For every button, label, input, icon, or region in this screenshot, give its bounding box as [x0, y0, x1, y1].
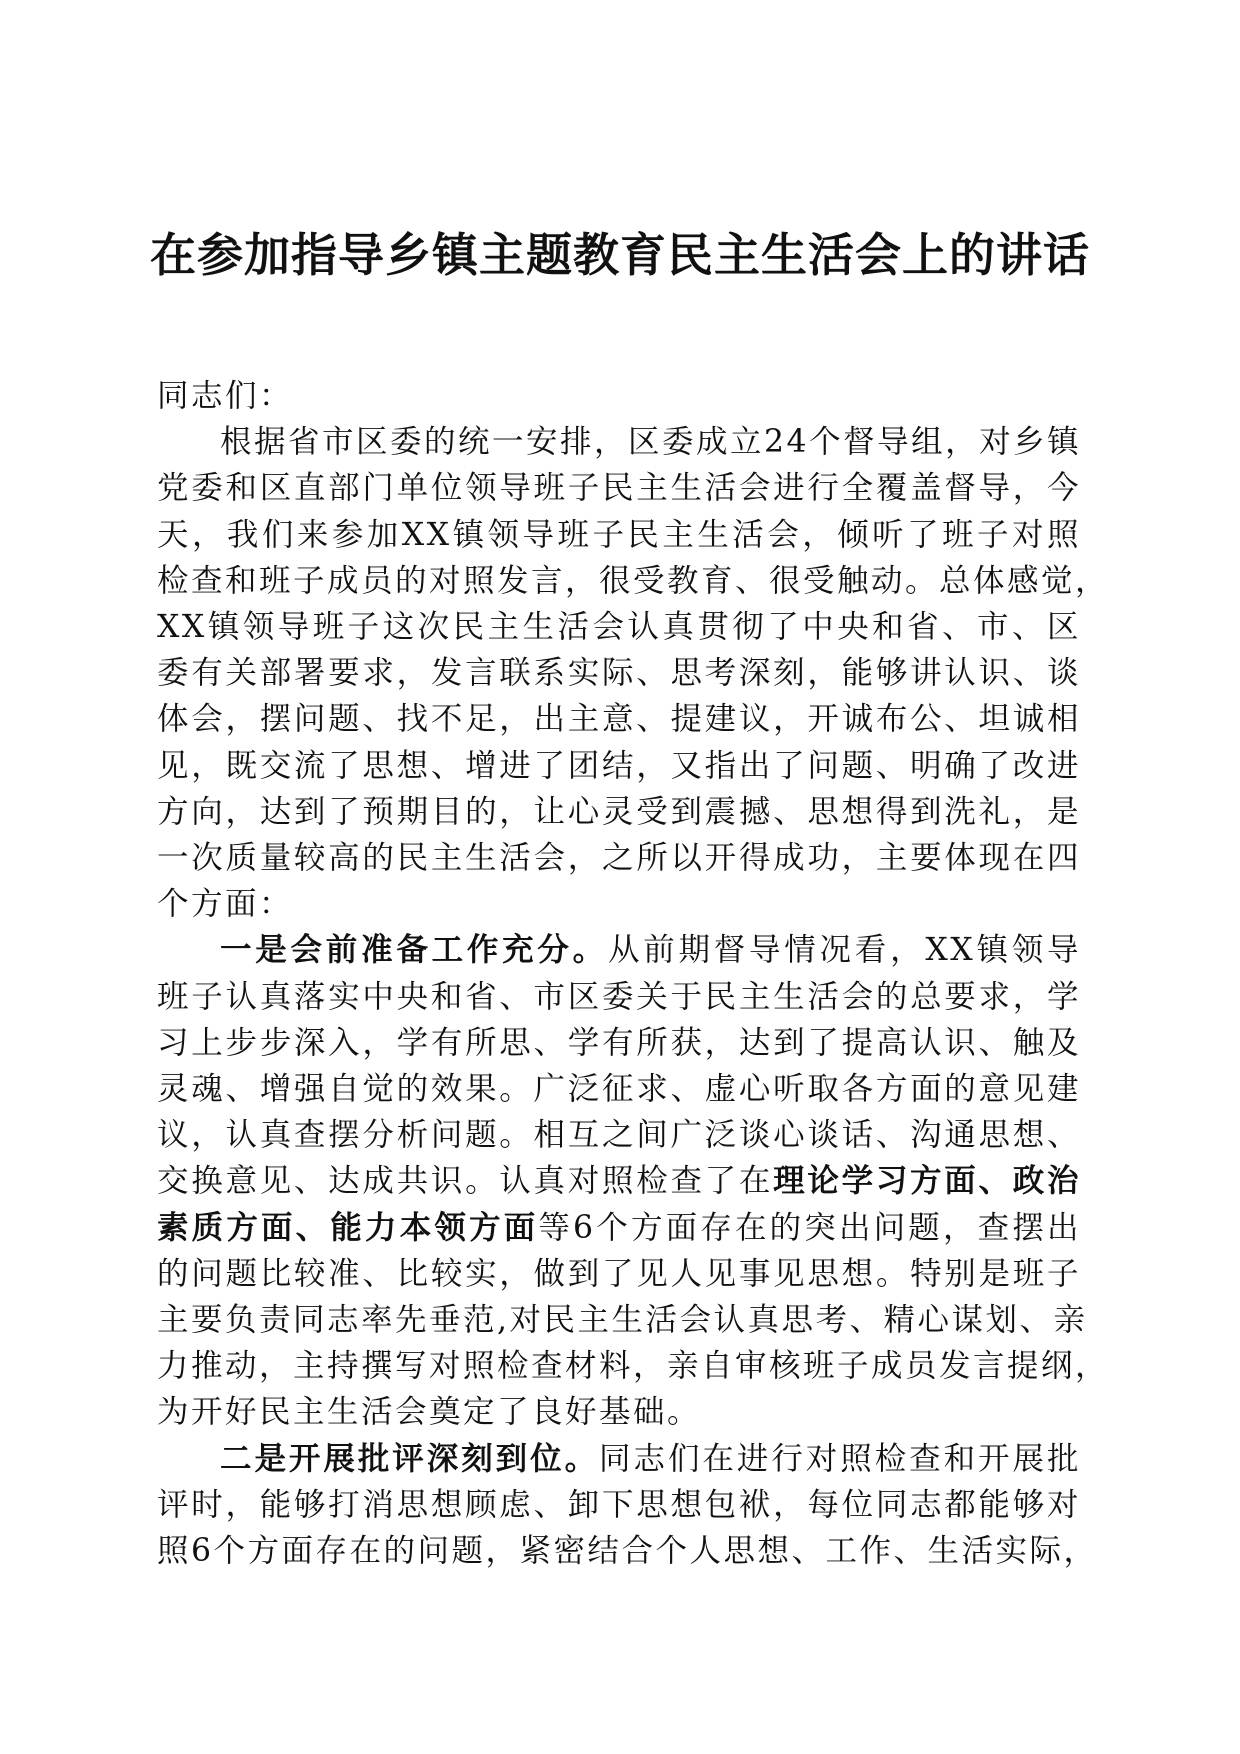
salutation — [157, 373, 1081, 419]
document-title: 在参加指导乡镇主题教育民主生活会上的讲话 — [150, 228, 1090, 282]
bold-phrase: 素质方面、能力本领方面 — [157, 1208, 539, 1246]
paragraph-point-two — [157, 1436, 1098, 1575]
text-line: 检查和班子成员的对照发言，很受教育、很受触动。总体感觉， — [157, 562, 1110, 599]
text-line: 一次质量较高的民主生活会，之所以开得成功，主要体现在四 — [157, 840, 1081, 877]
text-line: 党委和区直部门单位领导班子民主生活会进行全覆盖督导，今 — [157, 470, 1081, 507]
text-line: 议，认真查摆分析问题。相互之间广泛谈心谈话、沟通思想、 — [157, 1117, 1081, 1154]
text-line — [157, 927, 1081, 973]
point-one-heading: 一是会前准备工作充分。 — [220, 931, 608, 969]
salutation-text: 同志们： — [157, 378, 294, 414]
text-span: 等6个方面存在的突出问题，查摆出 — [538, 1209, 1081, 1246]
paragraph-point-one — [157, 927, 1110, 1435]
text-line: 个方面： — [157, 886, 294, 923]
text-line: 主要负责同志率先垂范,对民主生活会认真思考、精心谋划、亲 — [157, 1302, 1088, 1339]
text-line: 天，我们来参加XX镇领导班子民主生活会，倾听了班子对照 — [157, 516, 1081, 553]
text-span: 从前期督导情况看，XX镇领导 — [607, 932, 1081, 969]
text-line: 根据省市区委的统一安排，区委成立24个督导组，对乡镇 — [220, 424, 1082, 461]
text-line: 评时，能够打消思想顾虑、卸下思想包袱，每位同志都能够对 — [157, 1486, 1081, 1523]
document-body — [157, 373, 1110, 1574]
text-line: 照6个方面存在的问题，紧密结合个人思想、工作、生活实际， — [157, 1533, 1098, 1570]
text-line: 的问题比较准、比较实，做到了见人见事见思想。特别是班子 — [157, 1255, 1081, 1292]
text-line — [157, 1436, 1081, 1482]
text-line: 委有关部署要求，发言联系实际、思考深刻，能够讲认识、谈 — [157, 655, 1081, 692]
text-line: XX镇领导班子这次民主生活会认真贯彻了中央和省、市、区 — [157, 609, 1081, 646]
text-line: 灵魂、增强自觉的效果。广泛征求、虚心听取各方面的意见建 — [157, 1071, 1081, 1108]
text-line: 体会，摆问题、找不足，出主意、提建议，开诚布公、坦诚相 — [157, 701, 1081, 738]
text-line — [157, 1205, 1081, 1251]
bold-phrase: 理论学习方面、政治 — [773, 1162, 1081, 1200]
text-line — [157, 1158, 1081, 1204]
text-span: 交换意见、达成共识。认真对照检查了在 — [157, 1163, 774, 1200]
point-two-heading: 二是开展批评深刻到位。 — [220, 1439, 600, 1477]
text-line: 习上步步深入，学有所思、学有所获，达到了提高认识、触及 — [157, 1024, 1081, 1061]
text-line: 见，既交流了思想、增进了团结，又指出了问题、明确了改进 — [157, 747, 1081, 784]
text-line: 为开好民主生活会奠定了良好基础。 — [157, 1394, 702, 1431]
text-line: 方向，达到了预期目的，让心灵受到震撼、思想得到洗礼，是 — [157, 793, 1081, 830]
text-span: 同志们在进行对照检查和开展批 — [599, 1440, 1081, 1477]
paragraph-intro — [157, 419, 1110, 927]
text-line: 力推动，主持撰写对照检查材料，亲自审核班子成员发言提纲， — [157, 1348, 1110, 1385]
text-line: 班子认真落实中央和省、市区委关于民主生活会的总要求，学 — [157, 978, 1081, 1015]
